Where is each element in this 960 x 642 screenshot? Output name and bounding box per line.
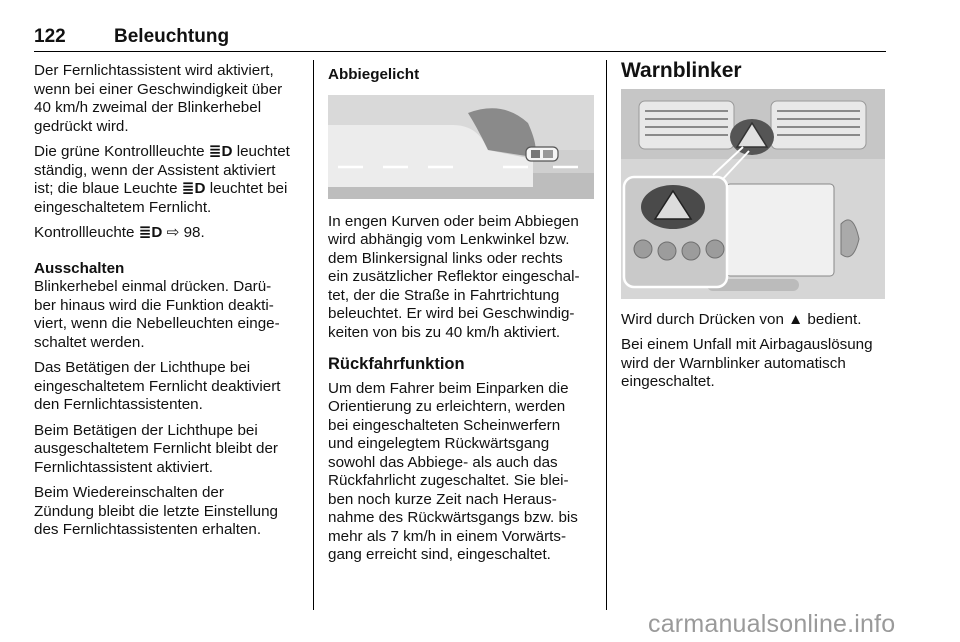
high-beam-assist-icon: ≣D [138,224,163,241]
column-1 [34,62,302,547]
page-number: 122 [34,26,66,47]
paragraph-activation: Der Fernlichtassistent wird aktiviert, wenn bei einer Geschwindigkeit über 40 km/h zweimal der Blinkerhebel gedrückt wird. [34,62,283,135]
paragraph-deactivate: Blinkerhebel einmal drücken. Darü- ber hinaus wird die Funktion deakti- viert, wenn die Nebelleuchten einge- schaltet werden. [34,278,280,351]
column-3 [621,59,887,399]
hazard-warning-icon: ▲ [788,310,804,328]
section-heading-rueckfahrfunktion: Rückfahrfunktion [328,355,465,373]
paragraph-reverse: Um dem Fahrer beim Einparken die Orientierung zu erleichtern, werden bei eingeschalteten Scheinwerfern und eingelegtem Rückwärtsgang sowohl das Abbiege- als auch das Rückfahrlicht zugeschaltet. Sie blei- ben noch kurze Zeit nach Heraus- nahme des Rückwärtsgangs bzw. bis mehr als 7 km/h in einem Vorwärts- gang erreicht sind, eingeschaltet. [328,379,578,563]
paragraph-ignition: Beim Wiedereinschalten der Zündung bleibt die letzte Einstellung des Fernlichtassistenten erhalten. [34,484,279,538]
paragraph-hazard-operate: Wird durch Drücken von ▲ bedient. [621,310,862,328]
column-2 [328,62,596,572]
column-divider-1 [313,60,314,610]
paragraph-indicator: Die grüne Kontrollleuchte ≣D leuchtet ständig, wenn der Assistent aktiviert ist; die blaue Leuchte ≣D leuchtet bei eingeschaltetem Fernlicht. [34,143,290,216]
high-beam-icon: ≣D [181,180,206,197]
hazard-switch-illustration [621,89,885,299]
page-header [34,26,886,54]
section-heading-warnblinker: Warnblinker [621,59,742,82]
page-ref-arrow-icon: ⇨ [166,224,180,241]
section-heading-ausschalten: Ausschalten [34,259,125,277]
paragraph-indicator-ref: Kontrollleuchte ≣D ⇨ 98. [34,224,205,241]
page-ref-link[interactable]: 98. [179,224,205,241]
paragraph-flash-on: Das Betätigen der Lichthupe bei eingeschaltetem Fernlicht deaktiviert den Fernlichtassistenten. [34,359,281,413]
paragraph-cornering: In engen Kurven oder beim Abbiegen wird abhängig vom Lenkwinkel bzw. dem Blinkersignal links oder rechts ein zusätzlicher Reflektor eingeschal- tet, der die Straße in Fahrtrichtung beleuchtet. Er wird bei Geschwindig- keiten von bis zu 40 km/h aktiviert. [328,212,580,341]
section-heading-abbiegelicht: Abbiegelicht [328,66,420,83]
header-rule [34,51,886,52]
watermark: carmanualsonline.info [648,610,896,638]
page-title: Beleuchtung [114,26,230,47]
column-divider-2 [606,60,607,610]
cornering-light-illustration [328,95,594,199]
high-beam-assist-icon: ≣D [208,143,233,160]
paragraph-hazard-airbag: Bei einem Unfall mit Airbagauslösung wird der Warnblinker automatisch eingeschaltet. [621,336,873,390]
paragraph-flash-off: Beim Betätigen der Lichthupe bei ausgeschaltetem Fernlicht bleibt der Fernlichtassistent aktiviert. [34,421,278,476]
